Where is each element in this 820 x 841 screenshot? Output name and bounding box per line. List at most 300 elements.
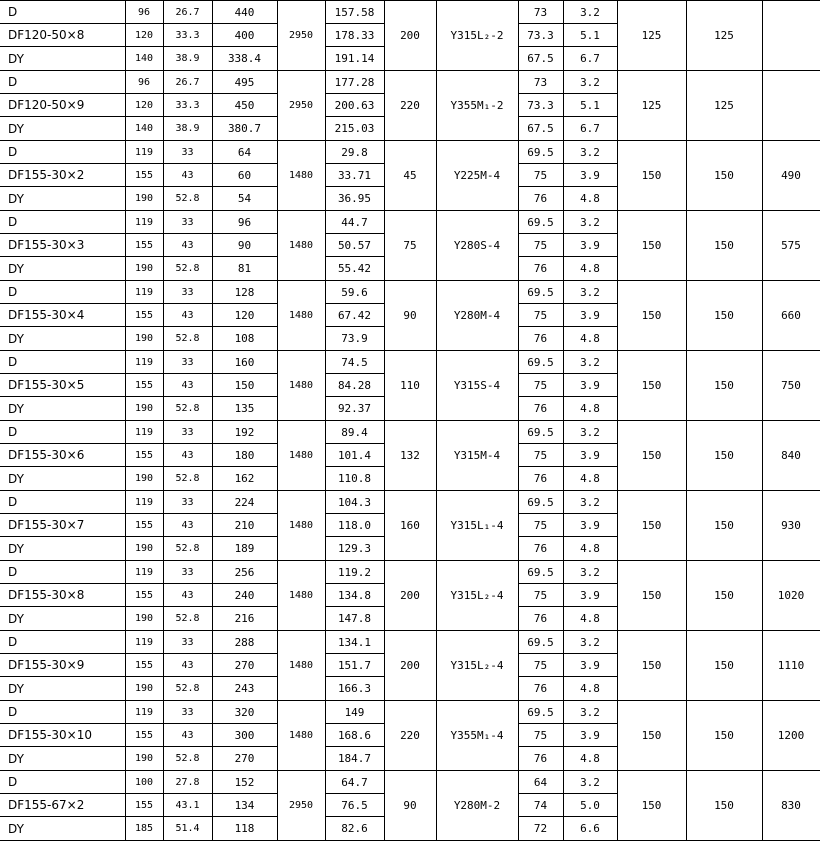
weight-cell: 1110 bbox=[762, 631, 820, 701]
inlet-diameter-cell: 125 bbox=[617, 1, 686, 71]
table-row bbox=[0, 631, 820, 654]
npsh-cell: 4.8 bbox=[563, 677, 617, 701]
motor-power-cell: 110 bbox=[384, 351, 436, 421]
inlet-diameter-cell: 150 bbox=[617, 351, 686, 421]
npsh-cell: 5.0 bbox=[563, 794, 617, 817]
efficiency-cell: 69.5 bbox=[518, 351, 563, 374]
motor-power-cell: 200 bbox=[384, 561, 436, 631]
npsh-cell: 3.2 bbox=[563, 211, 617, 234]
inlet-diameter-cell: 150 bbox=[617, 771, 686, 841]
flow-ls-cell: 33 bbox=[163, 561, 212, 584]
model-cell: DF120-50×8 bbox=[0, 24, 125, 47]
speed-cell: 1480 bbox=[277, 141, 325, 211]
inlet-diameter-cell: 150 bbox=[617, 211, 686, 281]
speed-cell: 1480 bbox=[277, 561, 325, 631]
efficiency-cell: 75 bbox=[518, 654, 563, 677]
npsh-cell: 3.2 bbox=[563, 421, 617, 444]
motor-model-cell: Y280M-2 bbox=[436, 771, 518, 841]
flow-ls-cell: 52.8 bbox=[163, 607, 212, 631]
flow-ls-cell: 52.8 bbox=[163, 187, 212, 211]
model-cell: DY bbox=[0, 747, 125, 771]
outlet-diameter-cell: 150 bbox=[686, 561, 762, 631]
shaft-power-cell: 82.6 bbox=[325, 817, 384, 841]
inlet-diameter-cell: 150 bbox=[617, 141, 686, 211]
speed-cell: 2950 bbox=[277, 1, 325, 71]
shaft-power-cell: 129.3 bbox=[325, 537, 384, 561]
head-cell: 400 bbox=[212, 24, 277, 47]
efficiency-cell: 75 bbox=[518, 724, 563, 747]
flow-m3h-cell: 190 bbox=[125, 607, 163, 631]
outlet-diameter-cell: 125 bbox=[686, 71, 762, 141]
model-cell: DY bbox=[0, 187, 125, 211]
motor-power-cell: 160 bbox=[384, 491, 436, 561]
model-cell: DY bbox=[0, 327, 125, 351]
flow-ls-cell: 43 bbox=[163, 164, 212, 187]
head-cell: 189 bbox=[212, 537, 277, 561]
inlet-diameter-cell: 150 bbox=[617, 421, 686, 491]
motor-power-cell: 200 bbox=[384, 631, 436, 701]
speed-cell: 2950 bbox=[277, 71, 325, 141]
inlet-diameter-cell: 150 bbox=[617, 631, 686, 701]
motor-power-cell: 75 bbox=[384, 211, 436, 281]
npsh-cell: 3.9 bbox=[563, 724, 617, 747]
head-cell: 90 bbox=[212, 234, 277, 257]
efficiency-cell: 69.5 bbox=[518, 281, 563, 304]
shaft-power-cell: 118.0 bbox=[325, 514, 384, 537]
flow-m3h-cell: 190 bbox=[125, 187, 163, 211]
efficiency-cell: 76 bbox=[518, 467, 563, 491]
head-cell: 150 bbox=[212, 374, 277, 397]
motor-model-cell: Y315L₂-2 bbox=[436, 1, 518, 71]
npsh-cell: 6.6 bbox=[563, 817, 617, 841]
head-cell: 180 bbox=[212, 444, 277, 467]
model-cell: DF155-30×6 bbox=[0, 444, 125, 467]
shaft-power-cell: 134.1 bbox=[325, 631, 384, 654]
table-row bbox=[0, 351, 820, 374]
table-row bbox=[0, 701, 820, 724]
shaft-power-cell: 168.6 bbox=[325, 724, 384, 747]
model-cell: D bbox=[0, 491, 125, 514]
efficiency-cell: 76 bbox=[518, 677, 563, 701]
flow-m3h-cell: 190 bbox=[125, 747, 163, 771]
head-cell: 380.7 bbox=[212, 117, 277, 141]
speed-cell: 1480 bbox=[277, 631, 325, 701]
speed-cell: 1480 bbox=[277, 701, 325, 771]
shaft-power-cell: 74.5 bbox=[325, 351, 384, 374]
flow-m3h-cell: 119 bbox=[125, 141, 163, 164]
flow-m3h-cell: 155 bbox=[125, 654, 163, 677]
npsh-cell: 3.9 bbox=[563, 514, 617, 537]
flow-m3h-cell: 190 bbox=[125, 397, 163, 421]
flow-ls-cell: 26.7 bbox=[163, 1, 212, 24]
table-row bbox=[0, 421, 820, 444]
model-cell: D bbox=[0, 701, 125, 724]
model-cell: DF155-30×4 bbox=[0, 304, 125, 327]
npsh-cell: 4.8 bbox=[563, 257, 617, 281]
head-cell: 256 bbox=[212, 561, 277, 584]
efficiency-cell: 69.5 bbox=[518, 211, 563, 234]
npsh-cell: 4.8 bbox=[563, 397, 617, 421]
motor-model-cell: Y315L₂-4 bbox=[436, 631, 518, 701]
efficiency-cell: 75 bbox=[518, 374, 563, 397]
efficiency-cell: 76 bbox=[518, 747, 563, 771]
head-cell: 152 bbox=[212, 771, 277, 794]
flow-ls-cell: 43 bbox=[163, 444, 212, 467]
head-cell: 450 bbox=[212, 94, 277, 117]
efficiency-cell: 69.5 bbox=[518, 561, 563, 584]
speed-cell: 1480 bbox=[277, 211, 325, 281]
outlet-diameter-cell: 150 bbox=[686, 701, 762, 771]
motor-power-cell: 90 bbox=[384, 771, 436, 841]
speed-cell: 1480 bbox=[277, 421, 325, 491]
motor-model-cell: Y315L₁-4 bbox=[436, 491, 518, 561]
efficiency-cell: 69.5 bbox=[518, 141, 563, 164]
flow-ls-cell: 33 bbox=[163, 281, 212, 304]
flow-m3h-cell: 96 bbox=[125, 1, 163, 24]
head-cell: 54 bbox=[212, 187, 277, 211]
flow-ls-cell: 43.1 bbox=[163, 794, 212, 817]
flow-ls-cell: 33 bbox=[163, 491, 212, 514]
head-cell: 320 bbox=[212, 701, 277, 724]
shaft-power-cell: 73.9 bbox=[325, 327, 384, 351]
npsh-cell: 3.9 bbox=[563, 444, 617, 467]
flow-m3h-cell: 119 bbox=[125, 491, 163, 514]
npsh-cell: 3.2 bbox=[563, 491, 617, 514]
model-cell: DF155-30×9 bbox=[0, 654, 125, 677]
flow-ls-cell: 33.3 bbox=[163, 24, 212, 47]
flow-ls-cell: 33 bbox=[163, 421, 212, 444]
motor-model-cell: Y355M₁-4 bbox=[436, 701, 518, 771]
flow-m3h-cell: 100 bbox=[125, 771, 163, 794]
flow-ls-cell: 33.3 bbox=[163, 94, 212, 117]
motor-model-cell: Y280M-4 bbox=[436, 281, 518, 351]
weight-cell: 490 bbox=[762, 141, 820, 211]
flow-ls-cell: 43 bbox=[163, 304, 212, 327]
shaft-power-cell: 59.6 bbox=[325, 281, 384, 304]
npsh-cell: 3.9 bbox=[563, 164, 617, 187]
shaft-power-cell: 67.42 bbox=[325, 304, 384, 327]
model-cell: DY bbox=[0, 47, 125, 71]
flow-ls-cell: 43 bbox=[163, 654, 212, 677]
shaft-power-cell: 76.5 bbox=[325, 794, 384, 817]
flow-m3h-cell: 119 bbox=[125, 351, 163, 374]
speed-cell: 1480 bbox=[277, 351, 325, 421]
shaft-power-cell: 149 bbox=[325, 701, 384, 724]
efficiency-cell: 75 bbox=[518, 514, 563, 537]
shaft-power-cell: 215.03 bbox=[325, 117, 384, 141]
flow-ls-cell: 52.8 bbox=[163, 747, 212, 771]
shaft-power-cell: 89.4 bbox=[325, 421, 384, 444]
model-cell: D bbox=[0, 71, 125, 94]
head-cell: 216 bbox=[212, 607, 277, 631]
flow-ls-cell: 43 bbox=[163, 584, 212, 607]
model-cell: D bbox=[0, 631, 125, 654]
npsh-cell: 5.1 bbox=[563, 94, 617, 117]
npsh-cell: 3.2 bbox=[563, 71, 617, 94]
head-cell: 270 bbox=[212, 747, 277, 771]
npsh-cell: 4.8 bbox=[563, 467, 617, 491]
head-cell: 300 bbox=[212, 724, 277, 747]
npsh-cell: 3.9 bbox=[563, 654, 617, 677]
motor-model-cell: Y355M₁-2 bbox=[436, 71, 518, 141]
shaft-power-cell: 166.3 bbox=[325, 677, 384, 701]
flow-m3h-cell: 155 bbox=[125, 304, 163, 327]
shaft-power-cell: 55.42 bbox=[325, 257, 384, 281]
model-cell: DF155-30×2 bbox=[0, 164, 125, 187]
shaft-power-cell: 84.28 bbox=[325, 374, 384, 397]
flow-ls-cell: 38.9 bbox=[163, 117, 212, 141]
head-cell: 135 bbox=[212, 397, 277, 421]
efficiency-cell: 73 bbox=[518, 71, 563, 94]
head-cell: 270 bbox=[212, 654, 277, 677]
flow-ls-cell: 43 bbox=[163, 374, 212, 397]
outlet-diameter-cell: 150 bbox=[686, 211, 762, 281]
outlet-diameter-cell: 150 bbox=[686, 281, 762, 351]
model-cell: DF155-30×3 bbox=[0, 234, 125, 257]
model-cell: DY bbox=[0, 817, 125, 841]
speed-cell: 1480 bbox=[277, 491, 325, 561]
table-row bbox=[0, 281, 820, 304]
head-cell: 240 bbox=[212, 584, 277, 607]
head-cell: 96 bbox=[212, 211, 277, 234]
efficiency-cell: 72 bbox=[518, 817, 563, 841]
head-cell: 160 bbox=[212, 351, 277, 374]
efficiency-cell: 75 bbox=[518, 234, 563, 257]
model-cell: DY bbox=[0, 537, 125, 561]
inlet-diameter-cell: 125 bbox=[617, 71, 686, 141]
motor-power-cell: 45 bbox=[384, 141, 436, 211]
npsh-cell: 6.7 bbox=[563, 47, 617, 71]
head-cell: 192 bbox=[212, 421, 277, 444]
flow-m3h-cell: 155 bbox=[125, 234, 163, 257]
head-cell: 81 bbox=[212, 257, 277, 281]
flow-ls-cell: 33 bbox=[163, 141, 212, 164]
flow-m3h-cell: 185 bbox=[125, 817, 163, 841]
model-cell: DF155-30×5 bbox=[0, 374, 125, 397]
efficiency-cell: 75 bbox=[518, 444, 563, 467]
shaft-power-cell: 177.28 bbox=[325, 71, 384, 94]
inlet-diameter-cell: 150 bbox=[617, 561, 686, 631]
flow-m3h-cell: 120 bbox=[125, 94, 163, 117]
npsh-cell: 4.8 bbox=[563, 747, 617, 771]
efficiency-cell: 76 bbox=[518, 257, 563, 281]
shaft-power-cell: 36.95 bbox=[325, 187, 384, 211]
flow-m3h-cell: 119 bbox=[125, 701, 163, 724]
flow-m3h-cell: 155 bbox=[125, 374, 163, 397]
flow-ls-cell: 26.7 bbox=[163, 71, 212, 94]
head-cell: 162 bbox=[212, 467, 277, 491]
shaft-power-cell: 191.14 bbox=[325, 47, 384, 71]
efficiency-cell: 69.5 bbox=[518, 421, 563, 444]
flow-ls-cell: 52.8 bbox=[163, 397, 212, 421]
inlet-diameter-cell: 150 bbox=[617, 701, 686, 771]
flow-m3h-cell: 119 bbox=[125, 211, 163, 234]
flow-ls-cell: 51.4 bbox=[163, 817, 212, 841]
shaft-power-cell: 110.8 bbox=[325, 467, 384, 491]
efficiency-cell: 75 bbox=[518, 584, 563, 607]
weight-cell: 830 bbox=[762, 771, 820, 841]
head-cell: 128 bbox=[212, 281, 277, 304]
npsh-cell: 6.7 bbox=[563, 117, 617, 141]
weight-cell: 930 bbox=[762, 491, 820, 561]
efficiency-cell: 74 bbox=[518, 794, 563, 817]
flow-ls-cell: 52.8 bbox=[163, 537, 212, 561]
head-cell: 120 bbox=[212, 304, 277, 327]
model-cell: DY bbox=[0, 467, 125, 491]
shaft-power-cell: 33.71 bbox=[325, 164, 384, 187]
model-cell: D bbox=[0, 421, 125, 444]
flow-ls-cell: 33 bbox=[163, 211, 212, 234]
head-cell: 60 bbox=[212, 164, 277, 187]
efficiency-cell: 69.5 bbox=[518, 491, 563, 514]
flow-m3h-cell: 155 bbox=[125, 444, 163, 467]
shaft-power-cell: 50.57 bbox=[325, 234, 384, 257]
efficiency-cell: 73 bbox=[518, 1, 563, 24]
flow-ls-cell: 52.8 bbox=[163, 677, 212, 701]
shaft-power-cell: 157.58 bbox=[325, 1, 384, 24]
outlet-diameter-cell: 150 bbox=[686, 351, 762, 421]
flow-m3h-cell: 190 bbox=[125, 677, 163, 701]
model-cell: D bbox=[0, 211, 125, 234]
motor-model-cell: Y225M-4 bbox=[436, 141, 518, 211]
efficiency-cell: 64 bbox=[518, 771, 563, 794]
flow-ls-cell: 43 bbox=[163, 514, 212, 537]
model-cell: D bbox=[0, 281, 125, 304]
npsh-cell: 3.9 bbox=[563, 374, 617, 397]
npsh-cell: 3.2 bbox=[563, 141, 617, 164]
flow-ls-cell: 33 bbox=[163, 701, 212, 724]
efficiency-cell: 73.3 bbox=[518, 24, 563, 47]
npsh-cell: 4.8 bbox=[563, 187, 617, 211]
flow-m3h-cell: 119 bbox=[125, 561, 163, 584]
shaft-power-cell: 178.33 bbox=[325, 24, 384, 47]
efficiency-cell: 75 bbox=[518, 304, 563, 327]
motor-power-cell: 200 bbox=[384, 1, 436, 71]
efficiency-cell: 76 bbox=[518, 397, 563, 421]
model-cell: DY bbox=[0, 257, 125, 281]
shaft-power-cell: 119.2 bbox=[325, 561, 384, 584]
model-cell: DF155-30×8 bbox=[0, 584, 125, 607]
model-cell: D bbox=[0, 771, 125, 794]
weight-cell: 1200 bbox=[762, 701, 820, 771]
shaft-power-cell: 134.8 bbox=[325, 584, 384, 607]
motor-power-cell: 132 bbox=[384, 421, 436, 491]
flow-m3h-cell: 140 bbox=[125, 47, 163, 71]
table-row bbox=[0, 561, 820, 584]
weight-cell: 750 bbox=[762, 351, 820, 421]
model-cell: DF120-50×9 bbox=[0, 94, 125, 117]
motor-model-cell: Y315L₂-4 bbox=[436, 561, 518, 631]
flow-m3h-cell: 155 bbox=[125, 164, 163, 187]
efficiency-cell: 69.5 bbox=[518, 701, 563, 724]
efficiency-cell: 76 bbox=[518, 537, 563, 561]
npsh-cell: 4.8 bbox=[563, 537, 617, 561]
flow-m3h-cell: 155 bbox=[125, 514, 163, 537]
efficiency-cell: 75 bbox=[518, 164, 563, 187]
weight-cell: 1020 bbox=[762, 561, 820, 631]
speed-cell: 1480 bbox=[277, 281, 325, 351]
npsh-cell: 3.2 bbox=[563, 351, 617, 374]
npsh-cell: 3.9 bbox=[563, 304, 617, 327]
model-cell: DY bbox=[0, 397, 125, 421]
head-cell: 288 bbox=[212, 631, 277, 654]
efficiency-cell: 67.5 bbox=[518, 117, 563, 141]
table-row bbox=[0, 141, 820, 164]
shaft-power-cell: 147.8 bbox=[325, 607, 384, 631]
shaft-power-cell: 101.4 bbox=[325, 444, 384, 467]
model-cell: DF155-30×7 bbox=[0, 514, 125, 537]
efficiency-cell: 73.3 bbox=[518, 94, 563, 117]
npsh-cell: 3.2 bbox=[563, 561, 617, 584]
outlet-diameter-cell: 125 bbox=[686, 1, 762, 71]
head-cell: 243 bbox=[212, 677, 277, 701]
head-cell: 210 bbox=[212, 514, 277, 537]
head-cell: 440 bbox=[212, 1, 277, 24]
flow-m3h-cell: 190 bbox=[125, 467, 163, 491]
shaft-power-cell: 44.7 bbox=[325, 211, 384, 234]
efficiency-cell: 69.5 bbox=[518, 631, 563, 654]
head-cell: 338.4 bbox=[212, 47, 277, 71]
flow-m3h-cell: 119 bbox=[125, 421, 163, 444]
weight-cell bbox=[762, 1, 820, 71]
inlet-diameter-cell: 150 bbox=[617, 281, 686, 351]
npsh-cell: 3.2 bbox=[563, 281, 617, 304]
efficiency-cell: 76 bbox=[518, 327, 563, 351]
inlet-diameter-cell: 150 bbox=[617, 491, 686, 561]
npsh-cell: 3.2 bbox=[563, 701, 617, 724]
speed-cell: 2950 bbox=[277, 771, 325, 841]
npsh-cell: 5.1 bbox=[563, 24, 617, 47]
outlet-diameter-cell: 150 bbox=[686, 771, 762, 841]
motor-model-cell: Y315M-4 bbox=[436, 421, 518, 491]
head-cell: 134 bbox=[212, 794, 277, 817]
flow-m3h-cell: 119 bbox=[125, 631, 163, 654]
model-cell: D bbox=[0, 141, 125, 164]
weight-cell: 575 bbox=[762, 211, 820, 281]
motor-power-cell: 90 bbox=[384, 281, 436, 351]
model-cell: DF155-67×2 bbox=[0, 794, 125, 817]
flow-m3h-cell: 190 bbox=[125, 327, 163, 351]
head-cell: 224 bbox=[212, 491, 277, 514]
model-cell: DY bbox=[0, 607, 125, 631]
npsh-cell: 3.2 bbox=[563, 1, 617, 24]
flow-ls-cell: 43 bbox=[163, 234, 212, 257]
weight-cell: 660 bbox=[762, 281, 820, 351]
motor-power-cell: 220 bbox=[384, 71, 436, 141]
motor-model-cell: Y280S-4 bbox=[436, 211, 518, 281]
model-cell: DY bbox=[0, 117, 125, 141]
head-cell: 108 bbox=[212, 327, 277, 351]
head-cell: 495 bbox=[212, 71, 277, 94]
shaft-power-cell: 151.7 bbox=[325, 654, 384, 677]
shaft-power-cell: 104.3 bbox=[325, 491, 384, 514]
motor-power-cell: 220 bbox=[384, 701, 436, 771]
efficiency-cell: 76 bbox=[518, 607, 563, 631]
shaft-power-cell: 184.7 bbox=[325, 747, 384, 771]
flow-m3h-cell: 155 bbox=[125, 794, 163, 817]
flow-m3h-cell: 190 bbox=[125, 537, 163, 561]
table-row bbox=[0, 211, 820, 234]
shaft-power-cell: 64.7 bbox=[325, 771, 384, 794]
model-cell: DY bbox=[0, 677, 125, 701]
npsh-cell: 3.2 bbox=[563, 771, 617, 794]
npsh-cell: 4.8 bbox=[563, 607, 617, 631]
npsh-cell: 3.9 bbox=[563, 234, 617, 257]
flow-m3h-cell: 119 bbox=[125, 281, 163, 304]
model-cell: D bbox=[0, 1, 125, 24]
head-cell: 118 bbox=[212, 817, 277, 841]
shaft-power-cell: 29.8 bbox=[325, 141, 384, 164]
